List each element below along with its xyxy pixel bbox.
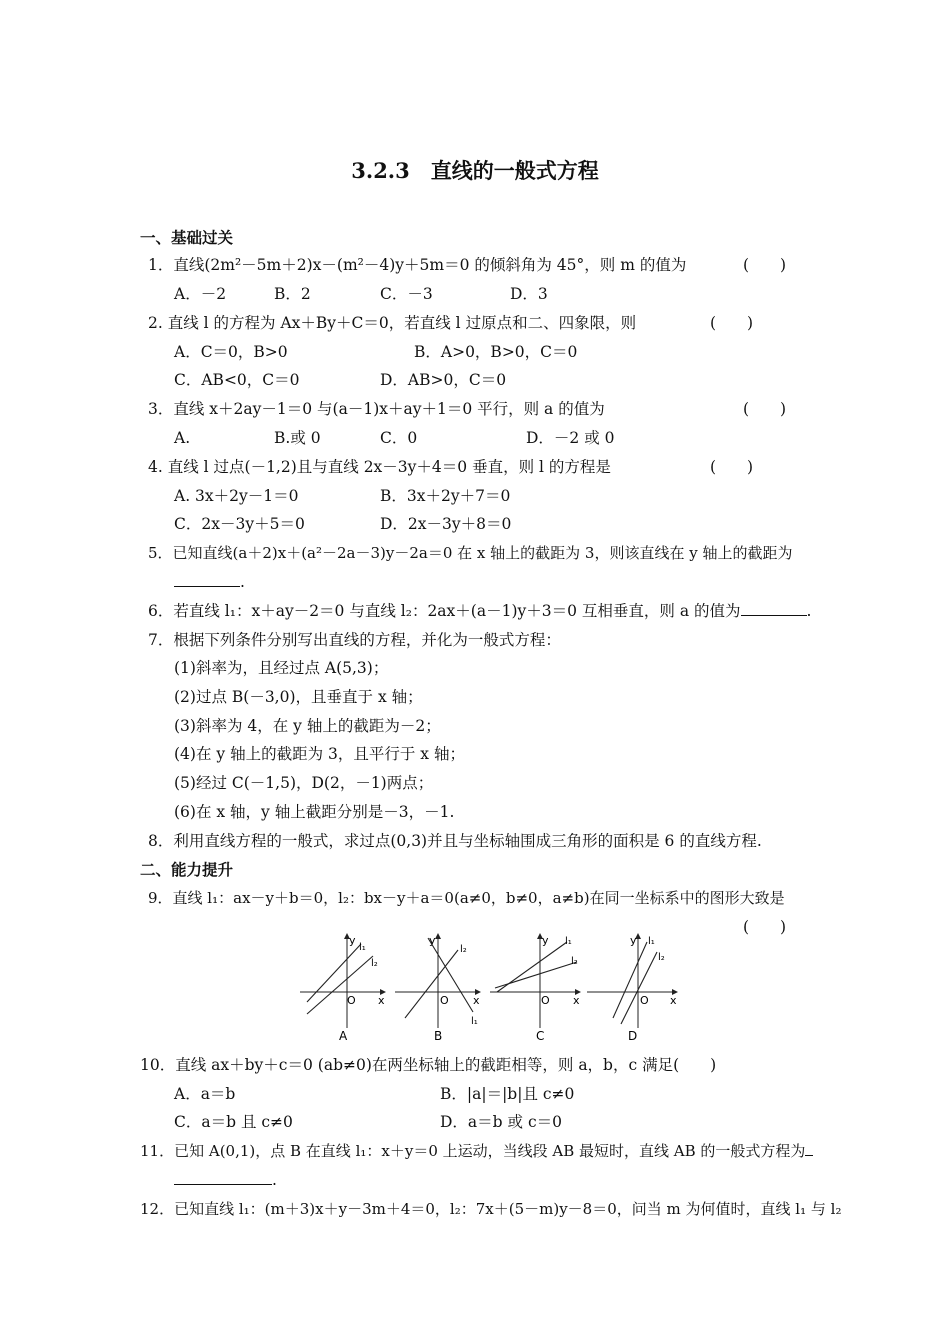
q10-option-d: D．a＝b 或 c＝0 [440, 1113, 562, 1131]
q7-item: (5)经过 C(－1,5)，D(2，－1)两点； [174, 774, 434, 792]
q10-option-c: C．a＝b 且 c≠0 [174, 1113, 293, 1131]
q2-stem: 2. 直线 l 的方程为 Ax＋By＋C＝0，若直线 l 过原点和二、四象限，则 [148, 314, 637, 332]
graph-a-line-l2 [307, 956, 373, 1014]
graph-d [587, 934, 677, 1043]
q6-stem: 6．若直线 l₁：x＋ay－2＝0 与直线 l₂：2ax＋(a－1)y＋3＝0 互相垂直，则 a 的值为 [148, 602, 741, 620]
q4-option-c: C．2x－3y＋5＝0 [174, 515, 305, 533]
graph-c-l2-label: l₂ [571, 956, 578, 967]
graph-d-origin: O [640, 994, 649, 1007]
q2-option-a: A．C＝0，B>0 [174, 343, 288, 361]
graph-d-x-label: x [670, 994, 677, 1007]
graph-a-y-label: y [349, 934, 356, 947]
q5-answer-line [174, 572, 245, 592]
q3-option-c: C．0 [380, 429, 418, 447]
q11-stem: 11．已知 A(0,1)，点 B 在直线 l₁：x＋y＝0 上运动，当线段 AB 最短时，直线 AB 的一般式方程为 [140, 1142, 806, 1160]
graph-d-l2-label: l₂ [658, 952, 665, 963]
q2-answer-paren: ( ) [710, 314, 754, 332]
q4-option-b: B．3x＋2y＋7＝0 [380, 487, 511, 505]
q9-stem: 9．直线 l₁：ax－y＋b＝0，l₂：bx－y＋a＝0(a≠0，b≠0，a≠b)在同一坐标系中的图形大致是 [148, 889, 785, 907]
q4-option-d: D．2x－3y＋8＝0 [380, 515, 512, 533]
graph-c-x-label: x [573, 994, 580, 1007]
graph-c-l1-label: l₁ [565, 936, 572, 947]
graph-a-caption: A [339, 1029, 348, 1043]
graph-c-caption: C [536, 1029, 545, 1043]
q4-answer-paren: ( ) [710, 458, 754, 476]
graph-b-l2-label: l₂ [460, 944, 467, 955]
q3-answer-paren: ( ) [743, 400, 787, 418]
graph-b [395, 934, 480, 1043]
section-basic: 一、基础过关 [140, 228, 234, 247]
graph-b-y-label: y [429, 934, 436, 947]
graph-b-x-label: x [473, 994, 480, 1007]
q10-option-b: B．|a|＝|b|且 c≠0 [440, 1085, 575, 1103]
section-advanced: 二、能力提升 [140, 860, 234, 879]
q3-stem: 3．直线 x＋2ay－1＝0 与(a－1)x＋ay＋1＝0 平行，则 a 的值为 [148, 400, 605, 418]
q5-answer-blank[interactable] [174, 572, 240, 587]
graph-d-y-label: y [630, 934, 637, 947]
q10-stem: 10．直线 ax＋by＋c＝0 (ab≠0)在两坐标轴上的截距相等，则 a，b，c 满足( ) [140, 1056, 717, 1074]
q11-answer-blank[interactable] [174, 1170, 272, 1185]
graph-c-origin: O [541, 994, 550, 1007]
graph-a-origin: O [347, 994, 356, 1007]
q11-answer-blank-start[interactable] [805, 1141, 813, 1156]
q1-option-a: A．－2 [174, 285, 227, 303]
q1-answer-paren: ( ) [743, 256, 787, 274]
q7-item: (4)在 y 轴上的截距为 3，且平行于 x 轴； [174, 745, 465, 763]
q3-option-a: A. [174, 429, 191, 447]
graph-b-l1-label: l₁ [471, 1016, 478, 1027]
graph-d-caption: D [628, 1029, 638, 1043]
graph-c-y-label: y [542, 934, 549, 947]
q8-stem: 8．利用直线方程的一般式，求过点(0,3)并且与坐标轴围成三角形的面积是 6 的直线方程. [148, 832, 762, 850]
graph-c [490, 934, 580, 1043]
graph-a-l2-label: l₂ [371, 958, 378, 969]
q1-option-c: C．－3 [380, 285, 433, 303]
q5-stem: 5．已知直线(a＋2)x＋(a²－2a－3)y－2a＝0 在 x 轴上的截距为 3，则该直线在 y 轴上的截距为 [148, 544, 793, 562]
q7-item: (1)斜率为，且经过点 A(5,3)； [174, 659, 389, 677]
page-title: 3.2.3 直线的一般式方程 [351, 158, 599, 183]
q7-item: (6)在 x 轴，y 轴上截距分别是－3，－1. [174, 803, 455, 821]
graph-c-line-l2 [495, 962, 577, 988]
q11-line [140, 1141, 813, 1161]
graph-b-origin: O [440, 994, 449, 1007]
q11-answer-line [174, 1170, 277, 1190]
graph-d-l1-label: l₁ [648, 936, 655, 947]
q5-end: . [240, 573, 245, 591]
q7-item: (3)斜率为 4，在 y 轴上的截距为－2； [174, 717, 441, 735]
q2-option-c: C．AB<0，C＝0 [174, 371, 300, 389]
q6-answer-blank[interactable] [741, 601, 807, 616]
q10-option-a: A．a＝b [174, 1085, 236, 1103]
graph-a-l1-label: l₁ [359, 942, 366, 953]
q2-option-d: D．AB>0，C＝0 [380, 371, 507, 389]
q1-option-d: D．3 [510, 285, 548, 303]
q11-end: . [272, 1171, 277, 1189]
q12-stem: 12．已知直线 l₁：(m＋3)x＋y－3m＋4＝0，l₂：7x＋(5－m)y－8＝0，问当 m 为何值时，直线 l₁ 与 l₂ [140, 1200, 842, 1218]
graph-a-x-label: x [378, 994, 385, 1007]
q3-option-d: D．－2 或 0 [526, 429, 615, 447]
q2-option-b: B．A>0，B>0，C＝0 [414, 343, 578, 361]
q4-option-a: A. 3x＋2y－1＝0 [174, 487, 299, 505]
q1-option-b: B．2 [274, 285, 311, 303]
graph-b-caption: B [434, 1029, 443, 1043]
q7-stem: 7．根据下列条件分别写出直线的方程，并化为一般式方程： [148, 631, 561, 649]
q1-stem: 1．直线(2m²－5m＋2)x－(m²－4)y＋5m＝0 的倾斜角为 45°，则 m 的值为 [148, 256, 687, 274]
q9-graphs [295, 930, 685, 1045]
q9-answer-paren: ( ) [743, 918, 787, 936]
q6-end: . [806, 602, 812, 620]
q6-line [148, 601, 811, 621]
q3-option-b: B.或 0 [274, 429, 321, 447]
graph-b-line-l2 [405, 950, 458, 1018]
q4-stem: 4. 直线 l 过点(－1,2)且与直线 2x－3y＋4＝0 垂直，则 l 的方程是 [148, 458, 611, 476]
q7-item: (2)过点 B(－3,0)，且垂直于 x 轴； [174, 688, 423, 706]
graph-a [300, 934, 385, 1043]
